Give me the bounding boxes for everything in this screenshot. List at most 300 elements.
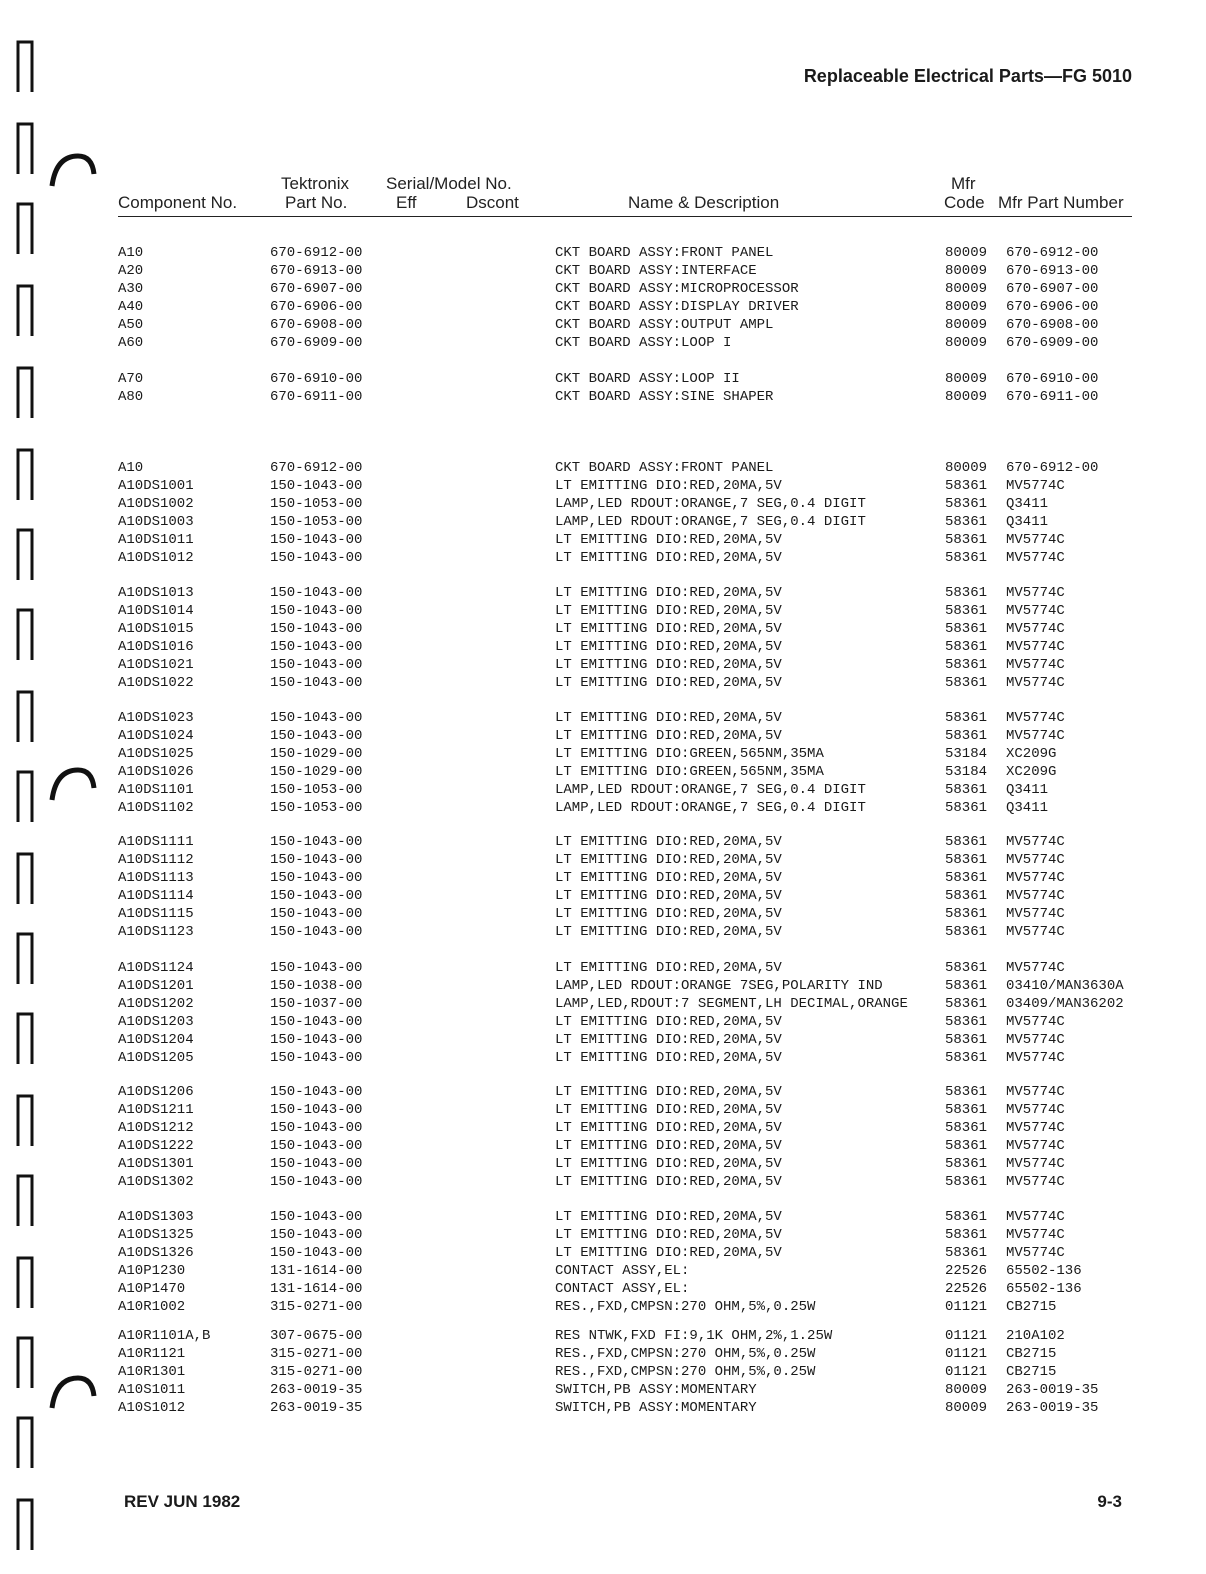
- row-description: RES.,FXD,CMPSN:270 OHM,5%,0.25W: [555, 1363, 816, 1380]
- row-mfr-part: 670-6910-00: [1006, 371, 1099, 387]
- row-component: A10: [118, 460, 144, 476]
- row-mfr-code: 58361: [945, 1137, 988, 1154]
- page-title: Replaceable Electrical Parts—FG 5010: [803, 66, 1132, 86]
- row-mfr-code: 01121: [945, 1328, 988, 1344]
- row-part-no: 150-1043-00: [270, 549, 363, 566]
- col-tektronix: Tektronix: [281, 174, 350, 193]
- row-description: LT EMITTING DIO:RED,20MA,5V: [555, 602, 782, 619]
- table-row: [0, 1173, 1206, 1191]
- table-row: [0, 1244, 1206, 1262]
- table-row: [0, 923, 1206, 941]
- row-part-no: 150-1043-00: [270, 1031, 363, 1048]
- row-part-no: 150-1037-00: [270, 995, 363, 1012]
- row-part-no: 670-6913-00: [270, 262, 363, 279]
- row-mfr-code: 58361: [945, 1013, 988, 1030]
- row-component: A10DS1303: [118, 1209, 194, 1225]
- row-description: LT EMITTING DIO:RED,20MA,5V: [555, 1173, 782, 1190]
- table-row: [0, 1208, 1206, 1226]
- row-component: A10DS1206: [118, 1084, 194, 1100]
- col-component: Component No.: [118, 193, 238, 212]
- row-mfr-code: 58361: [945, 1084, 988, 1100]
- row-mfr-part: 670-6908-00: [1006, 316, 1099, 333]
- row-mfr-code: 58361: [945, 710, 988, 726]
- row-component: A10DS1003: [118, 513, 194, 530]
- row-description: LT EMITTING DIO:RED,20MA,5V: [555, 1119, 782, 1136]
- row-mfr-code: 58361: [945, 602, 988, 619]
- table-row: [0, 727, 1206, 745]
- row-part-no: 150-1043-00: [270, 1084, 363, 1100]
- row-part-no: 150-1043-00: [270, 869, 363, 886]
- row-mfr-part: CB2715: [1006, 1363, 1057, 1380]
- row-mfr-code: 58361: [945, 638, 988, 655]
- row-part-no: 150-1043-00: [270, 923, 363, 940]
- row-mfr-part: MV5774C: [1006, 960, 1065, 976]
- row-mfr-part: MV5774C: [1006, 834, 1065, 850]
- row-mfr-part: MV5774C: [1006, 638, 1065, 655]
- row-description: LT EMITTING DIO:RED,20MA,5V: [555, 887, 782, 904]
- row-description: LT EMITTING DIO:RED,20MA,5V: [555, 1084, 782, 1100]
- row-description: CKT BOARD ASSY:DISPLAY DRIVER: [555, 298, 799, 315]
- row-part-no: 307-0675-00: [270, 1328, 363, 1344]
- row-mfr-code: 58361: [945, 549, 988, 566]
- row-part-no: 150-1043-00: [270, 960, 363, 976]
- table-row: [0, 709, 1206, 727]
- row-mfr-part: MV5774C: [1006, 1101, 1065, 1118]
- table-row: [0, 316, 1206, 334]
- row-description: LT EMITTING DIO:RED,20MA,5V: [555, 834, 782, 850]
- col-part: Part No.: [285, 193, 348, 212]
- row-part-no: 150-1053-00: [270, 495, 363, 512]
- row-mfr-part: Q3411: [1006, 513, 1049, 530]
- table-row: [0, 745, 1206, 763]
- row-component: A10DS1022: [118, 674, 194, 691]
- row-mfr-part: MV5774C: [1006, 549, 1065, 566]
- row-description: LT EMITTING DIO:RED,20MA,5V: [555, 1101, 782, 1118]
- table-row: [0, 905, 1206, 923]
- row-part-no: 150-1043-00: [270, 1209, 363, 1225]
- row-part-no: 131-1614-00: [270, 1262, 363, 1279]
- row-mfr-part: 210A102: [1006, 1328, 1065, 1344]
- table-row: [0, 995, 1206, 1013]
- row-mfr-code: 58361: [945, 620, 988, 637]
- row-mfr-code: 58361: [945, 977, 988, 994]
- row-part-no: 150-1043-00: [270, 834, 363, 850]
- row-part-no: 150-1043-00: [270, 1101, 363, 1118]
- row-description: LAMP,LED RDOUT:ORANGE,7 SEG,0.4 DIGIT: [555, 513, 866, 530]
- table-row: [0, 1101, 1206, 1119]
- table-row: [0, 1381, 1206, 1399]
- row-component: A50: [118, 316, 144, 333]
- table-row: [0, 1049, 1206, 1067]
- table-row: [0, 1363, 1206, 1381]
- ring-arc-icon: [48, 150, 98, 190]
- table-row: [0, 262, 1206, 280]
- row-description: RES NTWK,FXD FI:9,1K OHM,2%,1.25W: [555, 1328, 833, 1344]
- table-row: [0, 1226, 1206, 1244]
- row-component: A10DS1102: [118, 799, 194, 816]
- row-mfr-part: 263-0019-35: [1006, 1399, 1099, 1416]
- row-mfr-code: 01121: [945, 1345, 988, 1362]
- row-description: LAMP,LED RDOUT:ORANGE,7 SEG,0.4 DIGIT: [555, 495, 866, 512]
- row-mfr-code: 22526: [945, 1262, 988, 1279]
- row-mfr-code: 58361: [945, 1226, 988, 1243]
- table-row: [0, 763, 1206, 781]
- row-description: LT EMITTING DIO:RED,20MA,5V: [555, 960, 782, 976]
- row-description: LT EMITTING DIO:RED,20MA,5V: [555, 851, 782, 868]
- row-mfr-part: MV5774C: [1006, 1226, 1065, 1243]
- row-mfr-part: MV5774C: [1006, 602, 1065, 619]
- row-component: A10DS1014: [118, 602, 194, 619]
- table-row: [0, 459, 1206, 477]
- row-mfr-part: MV5774C: [1006, 887, 1065, 904]
- table-row: [0, 477, 1206, 495]
- row-component: A10DS1115: [118, 905, 194, 922]
- row-description: CKT BOARD ASSY:FRONT PANEL: [555, 460, 774, 476]
- col-mfr: Mfr: [951, 174, 976, 193]
- row-mfr-part: 03409/MAN36202: [1006, 995, 1124, 1012]
- row-mfr-code: 22526: [945, 1280, 988, 1297]
- row-part-no: 150-1043-00: [270, 1049, 363, 1066]
- row-component: A10: [118, 245, 144, 261]
- row-part-no: 150-1053-00: [270, 513, 363, 530]
- row-mfr-part: XC209G: [1006, 763, 1057, 780]
- row-component: A10DS1026: [118, 763, 194, 780]
- row-mfr-part: 670-6907-00: [1006, 280, 1099, 297]
- row-mfr-code: 53184: [945, 745, 988, 762]
- row-component: A30: [118, 280, 144, 297]
- row-description: LAMP,LED RDOUT:ORANGE 7SEG,POLARITY IND: [555, 977, 883, 994]
- row-mfr-code: 58361: [945, 585, 988, 601]
- row-description: LT EMITTING DIO:RED,20MA,5V: [555, 1209, 782, 1225]
- table-row: [0, 334, 1206, 352]
- row-mfr-code: 58361: [945, 1244, 988, 1261]
- row-component: A10DS1212: [118, 1119, 194, 1136]
- table-row: [0, 674, 1206, 692]
- table-row: [0, 799, 1206, 817]
- row-component: A60: [118, 334, 144, 351]
- row-mfr-part: Q3411: [1006, 781, 1049, 798]
- binder-hole-icon: [14, 1412, 36, 1470]
- row-description: SWITCH,PB ASSY:MOMENTARY: [555, 1399, 757, 1416]
- row-description: LT EMITTING DIO:RED,20MA,5V: [555, 1049, 782, 1066]
- row-description: CONTACT ASSY,EL:: [555, 1280, 690, 1297]
- row-mfr-code: 53184: [945, 763, 988, 780]
- row-component: A10P1470: [118, 1280, 186, 1297]
- row-description: LT EMITTING DIO:RED,20MA,5V: [555, 674, 782, 691]
- row-mfr-code: 80009: [945, 245, 988, 261]
- row-mfr-code: 58361: [945, 531, 988, 548]
- row-mfr-part: 03410/MAN3630A: [1006, 977, 1124, 994]
- row-mfr-code: 58361: [945, 727, 988, 744]
- row-mfr-part: MV5774C: [1006, 905, 1065, 922]
- row-mfr-part: 65502-136: [1006, 1280, 1082, 1297]
- row-mfr-code: 58361: [945, 887, 988, 904]
- table-row: [0, 1298, 1206, 1316]
- row-mfr-code: 58361: [945, 513, 988, 530]
- table-row: [0, 244, 1206, 262]
- row-component: A10DS1023: [118, 710, 194, 726]
- row-part-no: 150-1043-00: [270, 585, 363, 601]
- table-row: [0, 1155, 1206, 1173]
- row-description: CKT BOARD ASSY:FRONT PANEL: [555, 245, 774, 261]
- table-row: [0, 280, 1206, 298]
- row-component: A10DS1024: [118, 727, 194, 744]
- binder-hole-icon: [14, 1494, 36, 1552]
- row-part-no: 150-1043-00: [270, 851, 363, 868]
- col-dscont: Dscont: [466, 193, 519, 212]
- row-mfr-part: MV5774C: [1006, 477, 1065, 494]
- row-part-no: 150-1043-00: [270, 887, 363, 904]
- row-mfr-part: MV5774C: [1006, 727, 1065, 744]
- row-description: RES.,FXD,CMPSN:270 OHM,5%,0.25W: [555, 1345, 816, 1362]
- row-component: A10DS1015: [118, 620, 194, 637]
- table-row: [0, 1327, 1206, 1345]
- row-mfr-part: 263-0019-35: [1006, 1381, 1099, 1398]
- row-description: LT EMITTING DIO:RED,20MA,5V: [555, 477, 782, 494]
- row-part-no: 150-1043-00: [270, 656, 363, 673]
- row-mfr-part: 670-6913-00: [1006, 262, 1099, 279]
- row-component: A10DS1124: [118, 960, 194, 976]
- row-component: A10DS1202: [118, 995, 194, 1012]
- row-component: A10DS1326: [118, 1244, 194, 1261]
- row-description: LT EMITTING DIO:RED,20MA,5V: [555, 923, 782, 940]
- row-part-no: 150-1043-00: [270, 1173, 363, 1190]
- row-component: A10DS1111: [118, 834, 194, 850]
- row-mfr-part: 670-6906-00: [1006, 298, 1099, 315]
- row-part-no: 150-1043-00: [270, 1013, 363, 1030]
- row-description: LT EMITTING DIO:RED,20MA,5V: [555, 620, 782, 637]
- row-mfr-part: MV5774C: [1006, 1155, 1065, 1172]
- row-mfr-part: MV5774C: [1006, 1209, 1065, 1225]
- row-mfr-code: 80009: [945, 1399, 988, 1416]
- row-description: LT EMITTING DIO:RED,20MA,5V: [555, 531, 782, 548]
- row-component: A10DS1123: [118, 923, 194, 940]
- row-mfr-part: MV5774C: [1006, 531, 1065, 548]
- row-mfr-part: Q3411: [1006, 495, 1049, 512]
- row-description: LT EMITTING DIO:RED,20MA,5V: [555, 905, 782, 922]
- row-component: A10DS1205: [118, 1049, 194, 1066]
- col-name: Name & Description: [628, 193, 780, 212]
- row-component: A10DS1025: [118, 745, 194, 762]
- row-mfr-code: 80009: [945, 316, 988, 333]
- table-row: [0, 620, 1206, 638]
- row-part-no: 150-1043-00: [270, 1244, 363, 1261]
- row-description: LT EMITTING DIO:RED,20MA,5V: [555, 1013, 782, 1030]
- row-part-no: 670-6912-00: [270, 245, 363, 261]
- table-row: [0, 1345, 1206, 1363]
- row-component: A10S1011: [118, 1381, 186, 1398]
- row-mfr-code: 58361: [945, 495, 988, 512]
- row-part-no: 150-1043-00: [270, 1119, 363, 1136]
- row-part-no: 315-0271-00: [270, 1345, 363, 1362]
- table-row: [0, 638, 1206, 656]
- row-part-no: 150-1043-00: [270, 710, 363, 726]
- row-part-no: 150-1043-00: [270, 905, 363, 922]
- row-mfr-part: 670-6912-00: [1006, 460, 1099, 476]
- row-description: LAMP,LED RDOUT:ORANGE,7 SEG,0.4 DIGIT: [555, 781, 866, 798]
- row-mfr-part: MV5774C: [1006, 1119, 1065, 1136]
- row-part-no: 315-0271-00: [270, 1298, 363, 1315]
- col-eff: Eff: [396, 193, 417, 212]
- row-component: A10R1121: [118, 1345, 186, 1362]
- row-mfr-code: 58361: [945, 1209, 988, 1225]
- revision-date: REV JUN 1982: [124, 1492, 241, 1511]
- row-mfr-code: 58361: [945, 1173, 988, 1190]
- table-row: [0, 1083, 1206, 1101]
- table-row: [0, 602, 1206, 620]
- row-mfr-code: 58361: [945, 1049, 988, 1066]
- table-row: [0, 869, 1206, 887]
- row-mfr-code: 80009: [945, 388, 988, 405]
- row-description: LT EMITTING DIO:RED,20MA,5V: [555, 1226, 782, 1243]
- table-row: [0, 1031, 1206, 1049]
- row-mfr-part: Q3411: [1006, 799, 1049, 816]
- row-mfr-part: MV5774C: [1006, 1137, 1065, 1154]
- row-mfr-code: 80009: [945, 262, 988, 279]
- page-number: 9-3: [1097, 1492, 1122, 1511]
- table-row: [0, 388, 1206, 406]
- row-mfr-code: 58361: [945, 1119, 988, 1136]
- row-description: CKT BOARD ASSY:LOOP II: [555, 371, 740, 387]
- row-part-no: 150-1043-00: [270, 477, 363, 494]
- row-part-no: 150-1043-00: [270, 1226, 363, 1243]
- row-mfr-code: 80009: [945, 280, 988, 297]
- row-component: A10DS1204: [118, 1031, 194, 1048]
- row-description: LT EMITTING DIO:RED,20MA,5V: [555, 549, 782, 566]
- row-description: CKT BOARD ASSY:SINE SHAPER: [555, 388, 774, 405]
- row-part-no: 150-1043-00: [270, 531, 363, 548]
- row-description: LT EMITTING DIO:GREEN,565NM,35MA: [555, 763, 824, 780]
- row-mfr-code: 58361: [945, 869, 988, 886]
- row-part-no: 150-1043-00: [270, 674, 363, 691]
- row-mfr-code: 80009: [945, 460, 988, 476]
- binder-hole-icon: [14, 36, 36, 94]
- row-mfr-part: 670-6912-00: [1006, 245, 1099, 261]
- row-mfr-code: 58361: [945, 1155, 988, 1172]
- row-mfr-code: 58361: [945, 905, 988, 922]
- table-row: [0, 1119, 1206, 1137]
- row-mfr-code: 58361: [945, 995, 988, 1012]
- row-mfr-part: 670-6909-00: [1006, 334, 1099, 351]
- row-component: A10DS1222: [118, 1137, 194, 1154]
- row-description: LT EMITTING DIO:RED,20MA,5V: [555, 869, 782, 886]
- col-mfr-part: Mfr Part Number: [998, 193, 1124, 212]
- row-description: LT EMITTING DIO:RED,20MA,5V: [555, 1031, 782, 1048]
- row-mfr-part: CB2715: [1006, 1298, 1057, 1315]
- row-mfr-part: MV5774C: [1006, 1031, 1065, 1048]
- row-description: LT EMITTING DIO:RED,20MA,5V: [555, 727, 782, 744]
- table-row: [0, 495, 1206, 513]
- row-mfr-part: MV5774C: [1006, 710, 1065, 726]
- row-part-no: 315-0271-00: [270, 1363, 363, 1380]
- table-row: [0, 977, 1206, 995]
- row-mfr-code: 58361: [945, 799, 988, 816]
- row-component: A10DS1101: [118, 781, 194, 798]
- row-mfr-code: 80009: [945, 334, 988, 351]
- row-component: A70: [118, 371, 144, 387]
- row-part-no: 670-6911-00: [270, 388, 363, 405]
- header-rule: [118, 216, 1132, 217]
- table-row: [0, 513, 1206, 531]
- row-part-no: 670-6908-00: [270, 316, 363, 333]
- table-row: [0, 959, 1206, 977]
- row-component: A10DS1211: [118, 1101, 194, 1118]
- row-description: LAMP,LED RDOUT:ORANGE,7 SEG,0.4 DIGIT: [555, 799, 866, 816]
- table-row: [0, 833, 1206, 851]
- row-part-no: 150-1038-00: [270, 977, 363, 994]
- row-mfr-code: 58361: [945, 1031, 988, 1048]
- row-component: A20: [118, 262, 144, 279]
- row-component: A80: [118, 388, 144, 405]
- row-description: CKT BOARD ASSY:MICROPROCESSOR: [555, 280, 799, 297]
- col-code: Code: [944, 193, 985, 212]
- row-part-no: 150-1043-00: [270, 1155, 363, 1172]
- row-component: A10DS1325: [118, 1226, 194, 1243]
- row-part-no: 150-1029-00: [270, 745, 363, 762]
- row-part-no: 670-6910-00: [270, 371, 363, 387]
- row-component: A10DS1016: [118, 638, 194, 655]
- row-part-no: 670-6907-00: [270, 280, 363, 297]
- row-component: A10R1002: [118, 1298, 186, 1315]
- row-description: LT EMITTING DIO:GREEN,565NM,35MA: [555, 745, 824, 762]
- row-component: A10R1301: [118, 1363, 186, 1380]
- row-part-no: 150-1043-00: [270, 727, 363, 744]
- row-component: A10R1101A,B: [118, 1328, 211, 1344]
- row-mfr-code: 58361: [945, 834, 988, 850]
- row-mfr-part: 65502-136: [1006, 1262, 1082, 1279]
- row-component: A10DS1302: [118, 1173, 194, 1190]
- row-part-no: 670-6912-00: [270, 460, 363, 476]
- row-component: A10DS1203: [118, 1013, 194, 1030]
- table-row: [0, 584, 1206, 602]
- row-component: A10DS1021: [118, 656, 194, 673]
- row-component: A10DS1001: [118, 477, 194, 494]
- row-component: A10P1230: [118, 1262, 186, 1279]
- row-component: A10S1012: [118, 1399, 186, 1416]
- row-description: LT EMITTING DIO:RED,20MA,5V: [555, 638, 782, 655]
- row-part-no: 670-6906-00: [270, 298, 363, 315]
- row-mfr-code: 58361: [945, 1101, 988, 1118]
- row-mfr-code: 58361: [945, 851, 988, 868]
- row-mfr-part: MV5774C: [1006, 674, 1065, 691]
- row-component: A10DS1114: [118, 887, 194, 904]
- table-row: [0, 656, 1206, 674]
- row-mfr-part: MV5774C: [1006, 1013, 1065, 1030]
- row-mfr-part: MV5774C: [1006, 656, 1065, 673]
- row-mfr-code: 80009: [945, 298, 988, 315]
- row-mfr-code: 01121: [945, 1298, 988, 1315]
- row-component: A10DS1011: [118, 531, 194, 548]
- row-description: SWITCH,PB ASSY:MOMENTARY: [555, 1381, 757, 1398]
- row-mfr-code: 58361: [945, 656, 988, 673]
- row-mfr-code: 58361: [945, 477, 988, 494]
- table-row: [0, 887, 1206, 905]
- row-component: A10DS1002: [118, 495, 194, 512]
- table-row: [0, 851, 1206, 869]
- row-mfr-code: 58361: [945, 781, 988, 798]
- row-mfr-part: CB2715: [1006, 1345, 1057, 1362]
- row-component: A10DS1012: [118, 549, 194, 566]
- row-part-no: 150-1029-00: [270, 763, 363, 780]
- row-part-no: 131-1614-00: [270, 1280, 363, 1297]
- row-mfr-code: 58361: [945, 923, 988, 940]
- table-row: [0, 781, 1206, 799]
- row-part-no: 263-0019-35: [270, 1399, 363, 1416]
- row-description: LT EMITTING DIO:RED,20MA,5V: [555, 1155, 782, 1172]
- row-mfr-code: 80009: [945, 371, 988, 387]
- row-description: CKT BOARD ASSY:INTERFACE: [555, 262, 757, 279]
- row-part-no: 150-1053-00: [270, 799, 363, 816]
